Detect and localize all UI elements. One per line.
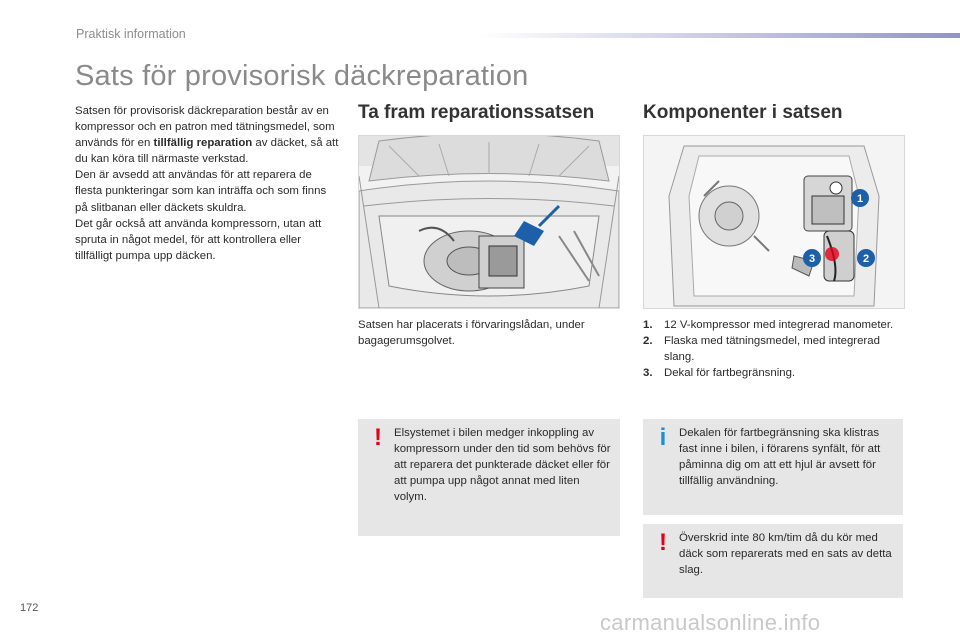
page-number: 172 bbox=[20, 602, 39, 614]
item-text: Dekal för fartbegränsning. bbox=[664, 367, 796, 379]
trunk-image bbox=[358, 135, 620, 309]
item-number: 3. bbox=[643, 367, 653, 379]
warning-box-electrical bbox=[358, 419, 620, 536]
intro-p1-end: av däcket, så att du kan köra till närmaste verkstad. bbox=[75, 137, 339, 166]
item-number: 2. bbox=[643, 335, 653, 347]
info-text-sticker: Dekalen för fartbegränsning ska klistras fast inne i bilen, i förarens synfält, för att påminna dig om att ett hjul är avsett för tillfällig användning. bbox=[679, 427, 881, 488]
intro-p1-start: Satsen för provisorisk däckreparation består av en kompressor och en patron med tätningsmedel, som används för en bbox=[75, 105, 335, 150]
intro-text bbox=[75, 103, 340, 264]
heading-take-out: Ta fram reparationssatsen bbox=[358, 102, 595, 123]
section-header: Praktisk information bbox=[76, 27, 186, 41]
watermark: carmanualsonline.info bbox=[600, 610, 821, 635]
intro-p1-bold: tillfällig reparation bbox=[153, 137, 253, 150]
callout-2: 2 bbox=[862, 253, 870, 265]
item-number: 1. bbox=[643, 319, 653, 331]
kit-image bbox=[643, 135, 905, 309]
list-item bbox=[643, 317, 905, 333]
list-item bbox=[643, 333, 905, 365]
list-item bbox=[643, 365, 905, 381]
heading-components: Komponenter i satsen bbox=[643, 102, 843, 123]
trunk-illustration bbox=[359, 136, 619, 308]
intro-paragraph-1 bbox=[75, 103, 340, 167]
intro-paragraph-2: Den är avsedd att användas för att reparera de flesta punkteringar som kan inträffa och som finns på slitbanan eller däckets skuldra. bbox=[75, 169, 327, 214]
kit-illustration bbox=[644, 136, 904, 308]
info-icon: i bbox=[659, 424, 667, 451]
intro-paragraph-3: Det går också att använda kompressorn, utan att spruta in något medel, för att kontrollera eller tillfälligt pumpa upp däcken. bbox=[75, 217, 322, 262]
item-text: Flaska med tätningsmedel, med integrerad slang. bbox=[664, 335, 880, 363]
page-title: Sats för provisorisk däckreparation bbox=[75, 60, 529, 92]
callout-3: 3 bbox=[808, 253, 816, 265]
warning-icon: ! bbox=[374, 424, 382, 451]
info-box-sticker bbox=[643, 419, 903, 515]
item-text: 12 V-kompressor med integrerad manometer. bbox=[664, 319, 894, 331]
warning-box-speed bbox=[643, 524, 903, 598]
warning-text-speed: Överskrid inte 80 km/tim då du kör med däck som reparerats med en sats av detta slag. bbox=[679, 532, 892, 577]
callout-1: 1 bbox=[856, 193, 864, 205]
header-bar bbox=[480, 33, 960, 38]
warning-icon: ! bbox=[659, 529, 667, 556]
trunk-caption: Satsen har placerats i förvaringslådan, under bagagerumsgolvet. bbox=[358, 319, 585, 347]
component-list bbox=[643, 317, 905, 381]
warning-text-electrical: Elsystemet i bilen medger inkoppling av kompressorn under den tid som behövs för att reparera det punkterade däcket eller för att pumpa upp något annat med liten volym. bbox=[394, 427, 611, 504]
